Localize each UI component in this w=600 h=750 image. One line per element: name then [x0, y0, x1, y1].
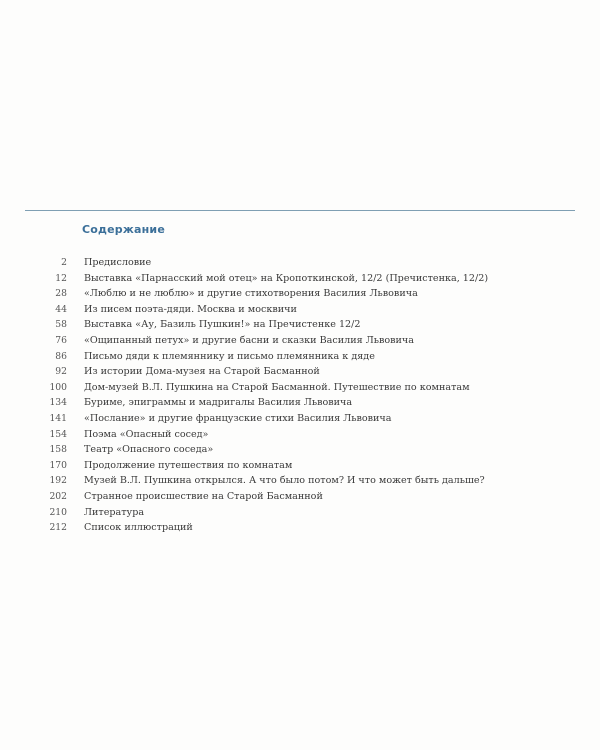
toc-entry-title: Музей В.Л. Пушкина открылся. А что было потом? И что может быть дальше? [84, 475, 485, 487]
toc-entry [0, 271, 600, 287]
toc-page-number: 154 [49, 428, 67, 440]
toc-page-number: 92 [55, 366, 67, 378]
toc-entry [0, 286, 600, 302]
toc-entry [0, 317, 600, 333]
toc-entry-title: Литература [84, 506, 145, 518]
toc-entry [0, 302, 600, 318]
toc-title: Содержание [82, 223, 165, 236]
toc-entry-title: Письмо дяди к племяннику и письмо племянника к дяде [84, 350, 375, 362]
toc-page-number: 158 [49, 444, 67, 456]
toc-entry-title: Выставка «Парнасский мой отец» на Кропоткинской, 12/2 (Пречистенка, 12/2) [84, 272, 489, 284]
toc-entry-title: Дом-музей В.Л. Пушкина на Старой Басманной. Путешествие по комнатам [84, 381, 470, 393]
toc-page-number: 100 [49, 381, 67, 393]
toc-page-number: 28 [55, 288, 67, 300]
toc-entry [0, 349, 600, 365]
toc-entry [0, 442, 600, 458]
toc-entry [0, 505, 600, 521]
toc-page-number: 44 [55, 303, 67, 315]
toc-entry [0, 395, 600, 411]
toc-entry [0, 520, 600, 536]
toc-entry-title: Из писем поэта-дяди. Москва и москвичи [84, 303, 297, 315]
toc-page-number: 2 [61, 257, 67, 268]
toc-entry [0, 489, 600, 505]
toc-entry [0, 380, 600, 396]
toc-page-number: 212 [49, 522, 67, 534]
toc-page-number: 134 [49, 397, 67, 409]
toc-entry [0, 364, 600, 380]
toc-entry-title: «Люблю и не люблю» и другие стихотворения Василия Львовича [84, 288, 418, 300]
toc-page-number: 76 [55, 334, 67, 346]
toc-entry-title: «Послание» и другие французские стихи Василия Львовича [84, 412, 392, 424]
toc-list [0, 255, 600, 536]
header-rule [25, 210, 575, 211]
toc-entry-title: Из истории Дома-музея на Старой Басманной [84, 366, 320, 378]
toc-page-number: 86 [55, 350, 67, 362]
toc-page-number: 192 [49, 475, 67, 487]
toc-page-number: 202 [49, 490, 67, 502]
toc-entry-title: Предисловие [84, 257, 152, 268]
toc-page-number: 170 [49, 459, 67, 471]
toc-entry [0, 333, 600, 349]
toc-entry-title: Буриме, эпиграммы и мадригалы Василия Львовича [84, 397, 353, 409]
toc-entry [0, 411, 600, 427]
toc-page-number: 58 [55, 319, 67, 331]
toc-entry-title: Странное происшествие на Старой Басманной [84, 490, 323, 502]
toc-page-number: 12 [55, 272, 67, 284]
toc-page-number: 141 [49, 412, 67, 424]
toc-entry-title: Театр «Опасного соседа» [84, 444, 214, 456]
toc-entry-title: Поэма «Опасный сосед» [84, 428, 209, 440]
toc-page-number: 210 [49, 506, 67, 518]
toc-entry-title: Список иллюстраций [84, 522, 193, 534]
toc-entry-title: «Ощипанный петух» и другие басни и сказки Василия Львовича [84, 334, 414, 346]
toc-entry [0, 458, 600, 474]
toc-entry-title: Продолжение путешествия по комнатам [84, 459, 293, 471]
toc-entry-title: Выставка «Ау, Базиль Пушкин!» на Пречистенке 12/2 [84, 319, 361, 331]
toc-entry [0, 427, 600, 443]
toc-entry [0, 255, 600, 271]
toc-entry [0, 473, 600, 489]
